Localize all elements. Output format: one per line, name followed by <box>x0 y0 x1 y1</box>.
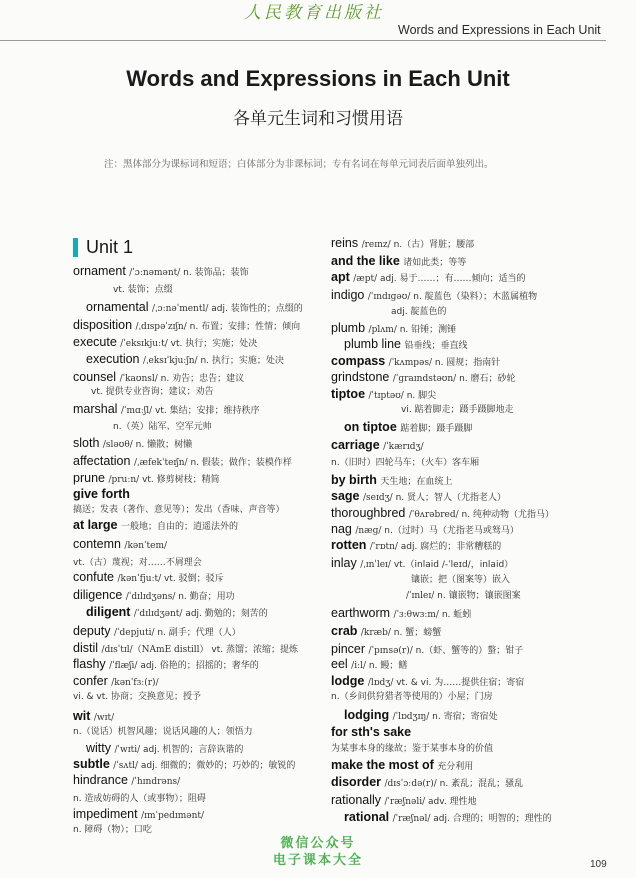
entry-phonetic: /ˈkærɪdʒ/ <box>383 442 424 452</box>
dict-entry <box>331 506 554 522</box>
dict-entry <box>331 370 516 386</box>
entry-headword: on tiptoe <box>344 420 401 434</box>
watermark-line-1: 微信公众号 <box>280 836 356 851</box>
entry-headword: nag <box>331 522 356 536</box>
entry-phonetic: /ˈkʌmpəs/ <box>388 358 435 368</box>
dict-entry <box>331 456 479 470</box>
entry-headword: ornamental <box>86 300 153 314</box>
entry-definition: adj. 腐烂的；非常糟糕的 <box>400 542 502 552</box>
dict-entry <box>331 489 506 505</box>
entry-definition: n.（古）肾脏；腰部 <box>393 240 475 250</box>
dict-entry <box>331 254 466 270</box>
entry-headword: give forth <box>73 487 130 501</box>
dict-entry <box>73 471 220 487</box>
dict-entry <box>91 385 214 399</box>
entry-definition: vt.（古）蔑视；对……不屑理会 <box>73 558 202 568</box>
entry-headword: apt <box>331 270 354 284</box>
entry-phonetic: /ˈɔːnəmənt/ <box>129 268 184 278</box>
entry-definition: n.（英）陆军、空军元帅 <box>113 422 212 432</box>
dict-entry <box>73 318 300 334</box>
entry-phonetic: /næɡ/ <box>355 526 385 536</box>
entry-definition: adj. 机智的；言辞诙谐的 <box>142 745 244 755</box>
entry-definition: n.（过时）马（尤指老马或驽马） <box>384 526 519 536</box>
entry-phonetic: /ɪmˈpedɪmənt/ <box>141 811 205 821</box>
entry-definition: n. 副手；代理（人） <box>157 628 241 638</box>
dict-entry <box>73 624 241 640</box>
dict-entry <box>86 605 268 621</box>
entry-headword: inlay <box>331 556 361 570</box>
dict-entry <box>331 236 474 252</box>
entry-definition: 为某事本身的缘故；鉴于某事本身的价值 <box>331 744 494 754</box>
entry-phonetic: /ˌæfekˈteɪʃn/ <box>133 458 191 468</box>
entry-phonetic: /ˈræʃnəli/ <box>384 797 428 807</box>
dict-entry <box>73 792 206 806</box>
entry-headword: pincer <box>331 642 369 656</box>
dict-entry <box>86 300 303 316</box>
dict-entry <box>73 757 295 773</box>
entry-phonetic: /kənˈfɜː(r)/ <box>111 678 159 688</box>
unit-accent-bar <box>73 238 78 257</box>
entry-definition: adj. 靛蓝色的 <box>391 307 447 317</box>
entry-phonetic: /ˌɪnˈleɪ/ <box>360 560 394 570</box>
entry-headword: counsel <box>73 370 120 384</box>
entry-headword: hindrance <box>73 773 132 787</box>
entry-phonetic: /pruːn/ <box>108 475 143 485</box>
dict-entry <box>73 773 180 789</box>
dict-entry <box>344 810 552 826</box>
watermark-line-2: 电子课本大全 <box>272 853 363 868</box>
dict-entry <box>331 742 493 756</box>
entry-headword: carriage <box>331 438 384 452</box>
entry-headword: rationally <box>331 793 385 807</box>
entry-phonetic: /ˈɜːθwɜːm/ <box>393 610 442 620</box>
entry-definition: adj. 勤勉的；刻苦的 <box>185 609 268 619</box>
entry-definition: vt. 提供专业咨询；建议；劝告 <box>91 387 214 397</box>
dict-entry <box>73 487 130 503</box>
entry-headword: impediment <box>73 807 142 821</box>
entry-headword: execute <box>73 335 121 349</box>
entry-phonetic: /ˈkaʊnsl/ <box>119 374 161 384</box>
entry-definition: n. 勤奋；用功 <box>178 592 235 602</box>
entry-headword: for sth's sake <box>331 725 412 739</box>
dict-entry <box>73 674 159 690</box>
dict-entry <box>331 438 424 454</box>
dict-entry <box>73 454 292 470</box>
entry-definition: n. 劝告；忠告；建议 <box>160 374 245 384</box>
dict-entry <box>331 793 477 809</box>
entry-phonetic: /ˈhɪndrəns/ <box>131 777 181 787</box>
entry-phonetic: /ˈdɪlɪdʒəns/ <box>125 592 179 602</box>
dict-entry <box>73 537 167 553</box>
entry-phonetic: /dɪsˈɔːdə(r)/ <box>384 779 440 789</box>
entry-phonetic: /ˈdɪlɪdʒənt/ <box>133 609 186 619</box>
dict-entry <box>73 641 298 657</box>
entry-definition: vt. 集结；安排；维持秩序 <box>155 406 260 416</box>
entry-definition: vi. & vt. 协商；交换意见；授予 <box>73 692 202 702</box>
entry-headword: subtle <box>73 757 114 771</box>
legend-note: 注：黑体部分为课标词和短语；白体部分为非课标词；专有名词在每单元词表后面单独列出。 <box>104 159 494 170</box>
entry-definition: n. 脚尖 <box>406 391 437 401</box>
entry-headword: crab <box>331 624 361 638</box>
entry-definition: 踮着脚；蹑手蹑脚 <box>400 424 473 434</box>
entry-phonetic: /kənˈfjuːt/ <box>117 574 165 584</box>
entry-definition: adj. 装饰性的；点缀的 <box>211 304 303 314</box>
entry-definition: vt. 驳倒；驳斥 <box>164 574 224 584</box>
dict-entry <box>331 657 407 673</box>
entry-phonetic: /ˈwɪti/ <box>114 745 143 755</box>
entry-headword: prune <box>73 471 109 485</box>
entry-headword: grindstone <box>331 370 393 384</box>
entry-definition: 天生地；在血统上 <box>380 477 453 487</box>
entry-phonetic: /ˈlɒdʒɪŋ/ <box>392 712 433 722</box>
entry-definition: adj. 细微的；微妙的；巧妙的；敏锐的 <box>140 761 296 771</box>
entry-headword: compass <box>331 354 389 368</box>
entry-definition: n. 紊乱；混乱；骚乱 <box>439 779 524 789</box>
entry-phonetic: /ˌeksɪˈkjuːʃn/ <box>142 356 201 366</box>
entry-definition: n. 装饰品；装饰 <box>183 268 249 278</box>
entry-headword: lodging <box>344 708 393 722</box>
entry-headword: tiptoe <box>331 387 369 401</box>
entry-definition: adj. 俗艳的；招摇的；奢华的 <box>140 661 259 671</box>
entry-phonetic: /ˈsʌtl/ <box>113 761 141 771</box>
entry-phonetic: /seɪdʒ/ <box>362 493 396 503</box>
entry-phonetic: /kənˈtem/ <box>124 541 168 551</box>
entry-definition: n. 磨石；砂轮 <box>459 374 516 384</box>
entry-phonetic: /ˌdɪspəˈzɪʃn/ <box>135 322 190 332</box>
dict-entry <box>331 758 473 774</box>
dict-entry <box>73 436 192 452</box>
entry-phonetic: /ˈflæʃi/ <box>109 661 141 671</box>
entry-phonetic: /lɒdʒ/ <box>367 678 397 688</box>
entry-headword: rotten <box>331 538 370 552</box>
entry-definition: n. 蚯蚓 <box>441 610 472 620</box>
entry-definition: 诸如此类；等等 <box>403 258 467 268</box>
entry-headword: ornament <box>73 264 130 278</box>
entry-definition: n. 圆规；指南针 <box>434 358 501 368</box>
entry-phonetic: /ˈɪnleɪ/ <box>406 591 438 601</box>
entry-definition: n. 镶嵌物；镶嵌图案 <box>437 591 521 601</box>
entry-headword: indigo <box>331 288 368 302</box>
dict-entry <box>73 588 235 604</box>
entry-definition: adj. 合理的；明智的；理性的 <box>433 814 552 824</box>
entry-headword: disorder <box>331 775 385 789</box>
page-number: 109 <box>590 859 607 870</box>
entry-definition: n.（旧时）四轮马车；（火车）客车厢 <box>331 458 480 468</box>
entry-phonetic: /ˈdepjuti/ <box>114 628 158 638</box>
entry-headword: deputy <box>73 624 115 638</box>
entry-definition: n. 懒散；树懒 <box>135 440 193 450</box>
dict-entry <box>331 270 525 286</box>
entry-phonetic: /wɪt/ <box>93 713 115 723</box>
dict-entry <box>331 473 452 489</box>
entry-definition: 搞送；发表（著作、意见等）；发出（香味、声音等） <box>73 505 285 515</box>
entry-phonetic: /ˈɪndɪɡəʊ/ <box>367 292 414 302</box>
entry-definition: n. 造成妨碍的人（或事物）；阻碍 <box>73 794 206 804</box>
dict-entry <box>331 775 523 791</box>
header-rule <box>0 40 606 41</box>
entry-headword: sage <box>331 489 363 503</box>
dict-entry <box>331 538 501 554</box>
entry-phonetic: /reɪnz/ <box>361 240 394 250</box>
entry-definition: vt. 装饰；点缀 <box>113 285 173 295</box>
publisher-logo: 人民教育出版社 <box>244 3 384 23</box>
dict-entry <box>73 725 253 739</box>
dict-entry <box>73 402 260 418</box>
dict-entry <box>73 518 238 534</box>
entry-headword: flashy <box>73 657 110 671</box>
entry-headword: distil <box>73 641 102 655</box>
entry-definition: vt. 蒸馏；浓缩；提炼 <box>211 645 298 655</box>
entry-phonetic: /iːl/ <box>351 661 369 671</box>
entry-definition: n. 纯种动物（尤指马） <box>461 510 554 520</box>
entry-definition: n.（虾、蟹等的）螯；钳子 <box>415 646 524 656</box>
dict-entry <box>401 403 514 417</box>
entry-definition: 充分利用 <box>437 762 474 772</box>
entry-phonetic: /kræb/ <box>360 628 394 638</box>
entry-headword: by birth <box>331 473 381 487</box>
entry-headword: execution <box>86 352 143 366</box>
unit-label: Unit 1 <box>86 236 134 257</box>
entry-headword: diligent <box>86 605 134 619</box>
entry-phonetic: /ˈmɑːʃl/ <box>120 406 155 416</box>
entry-definition: 镶嵌；把（图案等）嵌入 <box>411 575 511 585</box>
entry-headword: diligence <box>73 588 126 602</box>
dict-entry <box>331 624 441 640</box>
page-header <box>0 0 636 40</box>
entry-phonetic: /ˈtɪptəʊ/ <box>368 391 407 401</box>
dict-entry <box>331 642 523 658</box>
dict-entry <box>73 657 259 673</box>
entry-definition: vi. 踮着脚走；蹑手蹑脚地走 <box>401 405 514 415</box>
entry-definition: 一般地；自由的；逍遥法外的 <box>120 522 238 532</box>
entry-definition: 铅垂线；垂直线 <box>404 341 468 351</box>
entry-headword: sloth <box>73 436 103 450</box>
dict-entry <box>331 387 436 403</box>
entry-phonetic: /ˈɡraɪndstəʊn/ <box>392 374 460 384</box>
entry-definition: n. 寄宿；寄宿处 <box>432 712 498 722</box>
dict-entry <box>73 807 204 823</box>
entry-headword: plumb <box>331 321 369 335</box>
dict-entry <box>113 283 173 297</box>
dict-entry <box>331 674 524 690</box>
entry-headword: lodge <box>331 674 368 688</box>
entry-headword: affectation <box>73 454 134 468</box>
entry-headword: plumb line <box>344 337 405 351</box>
entry-headword: disposition <box>73 318 136 332</box>
entry-phonetic: /æpt/ <box>353 274 380 284</box>
entry-phonetic: /plʌm/ <box>368 325 400 335</box>
dict-entry <box>73 556 202 570</box>
dict-entry <box>331 354 500 370</box>
dict-entry <box>86 352 284 368</box>
entry-headword: wit <box>73 709 94 723</box>
entry-phonetic: /ˈθʌrəbred/ <box>408 510 462 520</box>
dict-entry <box>113 420 212 434</box>
dict-entry <box>344 337 467 353</box>
entry-definition: n. 障碍（物）；口吃 <box>73 825 152 835</box>
entry-headword: marshal <box>73 402 121 416</box>
dict-entry <box>331 556 513 572</box>
dict-entry <box>331 522 519 538</box>
entry-definition: n. 假装；做作；装模作样 <box>190 458 292 468</box>
entry-definition: n. 执行；实施；处决 <box>200 356 284 366</box>
entry-definition: vt. & vi. 为……提供住宿；寄宿 <box>396 678 525 688</box>
entry-headword: confer <box>73 674 112 688</box>
entry-headword: reins <box>331 236 362 250</box>
dict-entry <box>86 741 243 757</box>
running-title: Words and Expressions in Each Unit <box>398 23 601 37</box>
entry-definition: vt. 修剪树枝；精简 <box>142 475 220 485</box>
unit-heading <box>73 236 133 258</box>
entry-headword: make the most of <box>331 758 438 772</box>
entry-phonetic: /ˈrɒtn/ <box>369 542 401 552</box>
entry-definition: vt.（inlaid /-ˈleɪd/，inlaid） <box>393 560 514 570</box>
dict-entry <box>73 709 114 725</box>
dict-entry <box>73 690 201 704</box>
page-subtitle: 各单元生词和习惯用语 <box>233 109 403 129</box>
dict-entry <box>331 725 411 741</box>
dict-entry <box>331 690 493 704</box>
entry-headword: at large <box>73 518 121 532</box>
dict-entry <box>331 321 456 337</box>
entry-definition: n. 布置；安排；性情；倾向 <box>189 322 301 332</box>
entry-headword: confute <box>73 570 118 584</box>
dict-entry <box>344 708 498 724</box>
dict-entry <box>73 370 244 386</box>
dict-entry <box>331 606 471 622</box>
entry-headword: contemn <box>73 537 125 551</box>
dict-entry <box>344 420 472 436</box>
entry-headword: and the like <box>331 254 404 268</box>
entry-definition: n. 铅锤；测锤 <box>399 325 457 335</box>
entry-definition: adj. 易于……；有……倾向；适当的 <box>380 274 526 284</box>
entry-definition: n.（乡间供狩猎者等使用的）小屋；门房 <box>331 692 493 702</box>
entry-headword: rational <box>344 810 393 824</box>
dict-entry <box>406 589 521 603</box>
dict-entry <box>331 288 537 304</box>
entry-definition: adv. 理性地 <box>427 797 477 807</box>
entry-phonetic: /ˈeksɪkjuːt/ <box>120 339 171 349</box>
dict-entry <box>73 264 249 280</box>
entry-headword: thoroughbred <box>331 506 409 520</box>
dict-entry <box>73 335 257 351</box>
entry-phonetic: /sləʊθ/ <box>102 440 136 450</box>
entry-headword: eel <box>331 657 352 671</box>
entry-definition: vt. 执行；实施；处决 <box>170 339 258 349</box>
entry-phonetic: /ˌɔːnəˈmentl/ <box>152 304 212 314</box>
entry-phonetic: /ˈræʃnəl/ <box>392 814 434 824</box>
entry-phonetic: /ˈpɪnsə(r)/ <box>368 646 416 656</box>
entry-headword: earthworm <box>331 606 394 620</box>
entry-definition: n. 靛蓝色（染料）；木蓝属植物 <box>413 292 538 302</box>
page-title: Words and Expressions in Each Unit <box>126 66 510 91</box>
dict-entry <box>391 305 446 319</box>
entry-definition: n. 贤人；智人（尤指老人） <box>395 493 506 503</box>
entry-headword: witty <box>86 741 115 755</box>
dict-entry <box>411 573 510 587</box>
entry-definition: n. 蟹；螃蟹 <box>393 628 442 638</box>
dict-entry <box>73 570 224 586</box>
entry-definition: n. 鳗；鳝 <box>368 661 408 671</box>
dict-entry <box>73 503 285 517</box>
entry-phonetic: /dɪsˈtɪl/（NAmE distill） <box>101 645 212 655</box>
entry-definition: n.（说话）机智风趣；说话风趣的人；领悟力 <box>73 727 253 737</box>
